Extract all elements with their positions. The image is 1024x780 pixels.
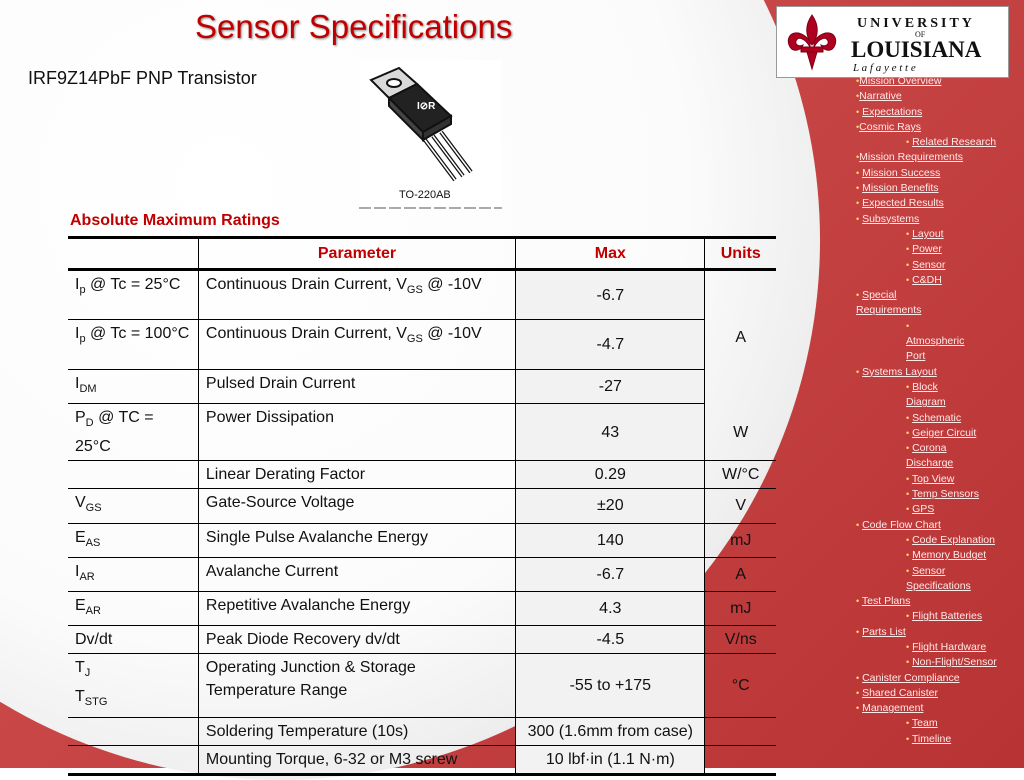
nav-narrative[interactable]: Narrative	[859, 90, 902, 103]
symbol-cell	[68, 717, 198, 745]
nav-canister-compliance[interactable]: Canister Compliance	[862, 671, 960, 684]
component-subtitle: IRF9Z14PbF PNP Transistor	[28, 68, 257, 88]
fleur-de-lis-logo-icon	[777, 7, 1008, 77]
transistor-image	[359, 60, 502, 210]
table-header-row	[68, 238, 776, 270]
nav-subsystems[interactable]: Subsystems	[862, 212, 920, 225]
nav-block-diagram[interactable]: Block Diagram	[906, 380, 946, 409]
nav-sensor[interactable]: Sensor	[912, 258, 946, 271]
max-cell: -4.7	[516, 320, 705, 370]
photo-label: TO-220AB	[399, 189, 451, 201]
to220-transistor-icon	[359, 60, 502, 210]
parameter-cell: Operating Junction & Storage Temperature Range	[198, 654, 515, 717]
max-cell: -6.7	[516, 557, 705, 591]
nav-corona-discharge[interactable]: Corona Discharge	[906, 442, 954, 470]
max-cell: 43	[516, 404, 705, 461]
symbol-cell: Dv/dt	[68, 626, 198, 654]
nav-sensor-specifications[interactable]: Sensor Specifications	[906, 564, 971, 592]
nav-expectations[interactable]: Expectations	[862, 105, 923, 118]
header-symbol	[68, 238, 198, 270]
max-cell: 10 lbf·in (1.1 N·m)	[516, 745, 705, 774]
unit-cell: V/ns	[705, 626, 776, 654]
max-cell: 4.3	[516, 591, 705, 625]
parameter-cell: Pulsed Drain Current	[198, 370, 515, 404]
max-cell: -6.7	[516, 270, 705, 320]
unit-cell	[705, 717, 776, 745]
symbol-cell: $P_D$ @ TC = 25°C	[68, 404, 198, 461]
nav-mission-overview[interactable]: Mission Overview	[859, 75, 942, 87]
logo-line4: L a f a y e t t e	[853, 62, 916, 74]
sidebar-nav: •Mission Overview •Narrative • Expectations •Cosmic Rays • Related Research •Mission Requirements • Mission Success • Mission Benefits • Expected Results • Subsystems • Layout • Power • Sensor • C&DH • Special Requirements • Atmospheric Port • Systems Layout • Block Diagram • Schematic • Geiger Circuit • Corona Discharge • Top View • Temp Sensors • GPS • Code Flow Chart • Code Explanation • Memory Budget • Sensor Specifications • Test Plans • Flight Batteries • Parts List • Flight Hardware • Non-Flight/Sensor • Canister Compliance • Shared Canister • Management • Team • Timeline	[856, 75, 997, 745]
header-max: Max	[516, 238, 705, 270]
unit-cell: °C	[705, 654, 776, 717]
unit-cell: A	[705, 270, 776, 404]
table-row	[68, 370, 776, 404]
table-row	[68, 320, 776, 370]
table-row	[68, 523, 776, 557]
nav-schematic[interactable]: Schematic	[912, 411, 962, 424]
max-cell: -27	[516, 370, 705, 404]
table-row	[68, 404, 776, 461]
table-row	[68, 654, 776, 717]
university-logo	[776, 6, 1009, 78]
nav-top-view[interactable]: Top View	[911, 472, 955, 485]
parameter-cell: Gate-Source Voltage	[198, 489, 515, 523]
unit-cell: mJ	[705, 591, 776, 625]
max-cell: 140	[516, 523, 705, 557]
unit-cell: W/°C	[705, 461, 776, 489]
parameter-cell: Continuous Drain Current, $V_{GS}$ @ -10V	[198, 320, 515, 370]
unit-cell	[705, 745, 776, 774]
table-row	[68, 461, 776, 489]
page-title: Sensor Specifications	[195, 8, 513, 45]
parameter-cell: Repetitive Avalanche Energy	[198, 591, 515, 625]
symbol-cell: $E_{AR}$	[68, 591, 198, 625]
nav-power[interactable]: Power	[912, 243, 942, 256]
ratings-table	[68, 236, 776, 776]
symbol-cell	[68, 745, 198, 774]
table-row	[68, 557, 776, 591]
unit-cell: W	[705, 404, 776, 461]
symbol-cell: $E_{AS}$	[68, 523, 198, 557]
max-cell: 300 (1.6mm from case)	[516, 717, 705, 745]
symbol-cell: $I_p$ @ Tc = 25°C	[68, 270, 198, 320]
nav-related-research[interactable]: Related Research	[912, 136, 997, 149]
nav-mission-success[interactable]: Mission Success	[862, 166, 941, 179]
parameter-cell: Power Dissipation	[198, 404, 515, 461]
table-row	[68, 270, 776, 320]
max-cell: -4.5	[516, 626, 705, 654]
nav-mission-benefits[interactable]: Mission Benefits	[862, 182, 939, 195]
nav-non-flight-sensor[interactable]: Non-Flight/Sensor	[912, 656, 997, 669]
nav-cdh[interactable]: C&DH	[912, 273, 942, 286]
parameter-cell: Single Pulse Avalanche Energy	[198, 523, 515, 557]
nav-expected-results[interactable]: Expected Results	[862, 197, 944, 210]
svg-text:I⊘R: I⊘R	[417, 101, 436, 112]
nav-team[interactable]: Team	[911, 717, 938, 730]
unit-cell: mJ	[705, 523, 776, 557]
nav-timeline[interactable]: Timeline	[911, 732, 952, 745]
nav-geiger-circuit[interactable]: Geiger Circuit	[912, 426, 977, 439]
nav-layout[interactable]: Layout	[912, 227, 944, 240]
symbol-cell: $I_{DM}$	[68, 370, 198, 404]
logo-line3: LOUISIANA	[851, 37, 982, 62]
parameter-cell: Soldering Temperature (10s)	[198, 717, 515, 745]
unit-cell: V	[705, 489, 776, 523]
nav-mission-requirements[interactable]: Mission Requirements	[859, 151, 964, 164]
nav-flight-batteries[interactable]: Flight Batteries	[912, 610, 983, 623]
header-units: Units	[705, 238, 776, 270]
parameter-cell: Mounting Torque, 6-32 or M3 screw	[198, 745, 515, 774]
nav-flight-hardware[interactable]: Flight Hardware	[912, 640, 987, 653]
header-parameter: Parameter	[198, 238, 515, 270]
parameter-cell: Peak Diode Recovery dv/dt	[198, 626, 515, 654]
parameter-cell: Continuous Drain Current, $V_{GS}$ @ -10V	[198, 270, 515, 320]
max-cell: -55 to +175	[516, 654, 705, 717]
parameter-cell: Linear Derating Factor	[198, 461, 515, 489]
table-row	[68, 717, 776, 745]
nav-code-explanation[interactable]: Code Explanation	[912, 533, 995, 546]
nav-cosmic-rays[interactable]: Cosmic Rays	[859, 120, 921, 133]
symbol-cell: $V_{GS}$	[68, 489, 198, 523]
logo-line2: OF	[915, 30, 926, 39]
table-row	[68, 591, 776, 625]
max-cell: 0.29	[516, 461, 705, 489]
parameter-cell: Avalanche Current	[198, 557, 515, 591]
nav-temp-sensors[interactable]: Temp Sensors	[911, 488, 980, 501]
nav-test-plans[interactable]: Test Plans	[861, 595, 911, 608]
nav-code-flow-chart[interactable]: Code Flow Chart	[862, 518, 941, 531]
section-label: Absolute Maximum Ratings	[70, 212, 280, 229]
logo-line1: UNIVERSITY	[857, 16, 975, 31]
nav-systems-layout[interactable]: Systems Layout	[862, 365, 937, 378]
symbol-cell	[68, 461, 198, 489]
symbol-cell: $I_p$ @ Tc = 100°C	[68, 320, 198, 370]
table-row	[68, 489, 776, 523]
symbol-cell: $I_{AR}$	[68, 557, 198, 591]
nav-gps[interactable]: GPS	[912, 503, 935, 516]
table-row	[68, 626, 776, 654]
nav-special-requirements[interactable]: Special Requirements	[856, 289, 922, 317]
symbol-cell: $T_J$ $T_{STG}$	[68, 654, 198, 717]
unit-cell: A	[705, 557, 776, 591]
nav-atmospheric-port[interactable]: Atmospheric Port	[906, 335, 965, 363]
max-cell: ±20	[516, 489, 705, 523]
nav-memory-budget[interactable]: Memory Budget	[912, 549, 987, 562]
nav-parts-list[interactable]: Parts List	[862, 625, 906, 638]
table-row	[68, 745, 776, 774]
nav-shared-canister[interactable]: Shared Canister	[862, 686, 938, 699]
nav-management[interactable]: Management	[862, 702, 924, 715]
